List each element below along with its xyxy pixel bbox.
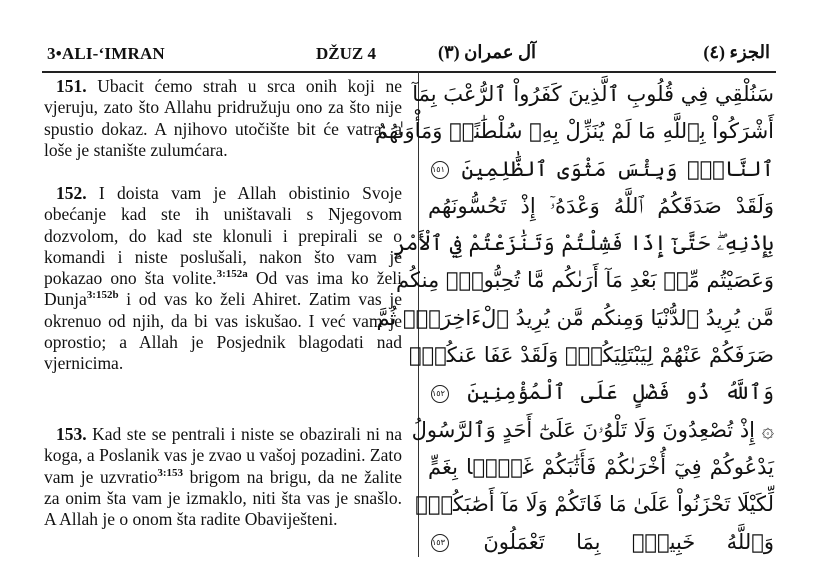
footnote-ref[interactable]: 3:153 xyxy=(157,466,183,479)
arabic-line: لِّكَيْلَا تَحْزَنُواْ عَلَىٰ مَا فَاتَكُمْ وَلَا مَآ أَصَٰبَكُمْۗ xyxy=(415,492,774,517)
arabic-line: وَٱللَّهُ ذُو فَضْلٍ عَلَى ٱلْمُؤْمِنِينَ ١٥٢ xyxy=(432,380,774,405)
header-rule xyxy=(42,71,776,73)
verse-number: 153. xyxy=(56,424,87,444)
ayah-end-marker: ١٥٢ xyxy=(431,385,449,403)
footnote-ref[interactable]: 3:152b xyxy=(86,289,119,302)
arabic-line: يَدْعُوكُمْ فِيٓ أُخْرَىٰكُمْ فَأَثَٰبَكُمْ غَمَّۢا بِغَمٍّ xyxy=(428,454,774,479)
arabic-line: وَعَصَيْتُم مِّنۢ بَعْدِ مَآ أَرَىٰكُم مَّا تُحِبُّونَۚ مِنكُم xyxy=(396,268,774,293)
arabic-line: ۞ إِذْ تُصْعِدُونَ وَلَا تَلْوُۥنَ عَلَىٰٓ أَحَدٍ وَٱلرَّسُولُ xyxy=(411,417,774,442)
ayah-end-marker: ١٥١ xyxy=(431,161,449,179)
verse-text: brigom na brigu, da ne žalite za onim šta vam je izmaklo, niti šta vas je snašlo. A Allah je o onom šta radite Obaviješteni. xyxy=(44,466,402,530)
arabic-line: ٱلنَّارُۖ وَبِئْسَ مَثْوَى ٱلظَّٰلِمِينَ ١٥١ xyxy=(432,156,774,181)
verse-number: 152. xyxy=(56,183,87,203)
ayah-end-marker: ١٥٣ xyxy=(431,534,449,552)
verse-152 xyxy=(44,183,402,375)
verse-text: Ubacit ćemo strah u srca onih koji ne vjeruju, zato što Allahu pridružuju ono za što nije spustio dokaz. A njihovo utočište bit će vatra; a loše je stanište zulumćara. xyxy=(44,76,402,160)
right-header-juz: الجزء (٤) xyxy=(703,42,770,62)
verse-153 xyxy=(44,424,402,530)
footnote-ref[interactable]: 3:152a xyxy=(216,268,248,281)
verse-text: Kad ste se pentrali i niste se obazirali ni na koga, a Poslanik vas je zvao u vašoj pozadini. Zato vam je uzvratio xyxy=(44,424,402,487)
arabic-line: سَنُلْقِي فِي قُلُوبِ ٱلَّذِينَ كَفَرُواْ ٱلرُّعْبَ بِمَآ xyxy=(412,82,774,106)
left-header-title: 3•ALI-‘IMRAN xyxy=(47,44,165,63)
verse-text: I doista vam je Allah obistinio Svoje obećanje kad ste ih uništavali s Njegovom dozvolom, do kad ste klonuli i prepirali se o komandi i niste poslušali, nakon što vam je pokazao ono šta volite. xyxy=(44,183,402,289)
arabic-line: مَّن يُرِيدُ ٱلدُّنْيَا وَمِنكُم مَّن يُرِيدُ ٱلْءَاخِرَةَۚ ثُمَّ xyxy=(376,305,774,330)
arabic-line: وَٱللَّهُ خَبِيرُۢ بِمَا تَعْمَلُونَ ١٥٣ xyxy=(432,529,774,554)
arabic-column xyxy=(375,76,774,561)
verse-text: i od vas ko želi Ahiret. Zatim vas je okrenuo od njih, da bi vas iskušao. I već vam je oprostio; a Allah je Posjednik blagodati nad vjernicima. xyxy=(44,289,402,374)
verse-151 xyxy=(44,76,402,161)
arabic-line: أَشْرَكُواْ بِٱللَّهِ مَا لَمْ يُنَزِّلْ بِهِۦ سُلْطَٰنًاۖ وَمَأْوَىٰهُمُ xyxy=(375,119,774,144)
verse-number: 151. xyxy=(56,76,87,96)
arabic-line: وَلَقَدْ صَدَقَكُمُ ٱللَّهُ وَعْدَهُۥٓ إِذْ تَحُسُّونَهُم xyxy=(428,193,774,218)
arabic-line: بِإِذْنِهِۦۖ حَتَّىٰٓ إِذَا فَشِلْتُمْ وَتَنَٰزَعْتُمْ فِي ٱلْأَمْرِ xyxy=(393,231,774,256)
verse-text: Od vas ima ko želi Dunja xyxy=(44,268,402,310)
right-header-sura: آل عمران (٣) xyxy=(438,42,537,62)
arabic-line: صَرَفَكُمْ عَنْهُمْ لِيَبْتَلِيَكُمْۖ وَلَقَدْ عَفَا عَنكُمْۗ xyxy=(408,343,774,368)
left-header-juz: DŽUZ 4 xyxy=(316,44,376,63)
